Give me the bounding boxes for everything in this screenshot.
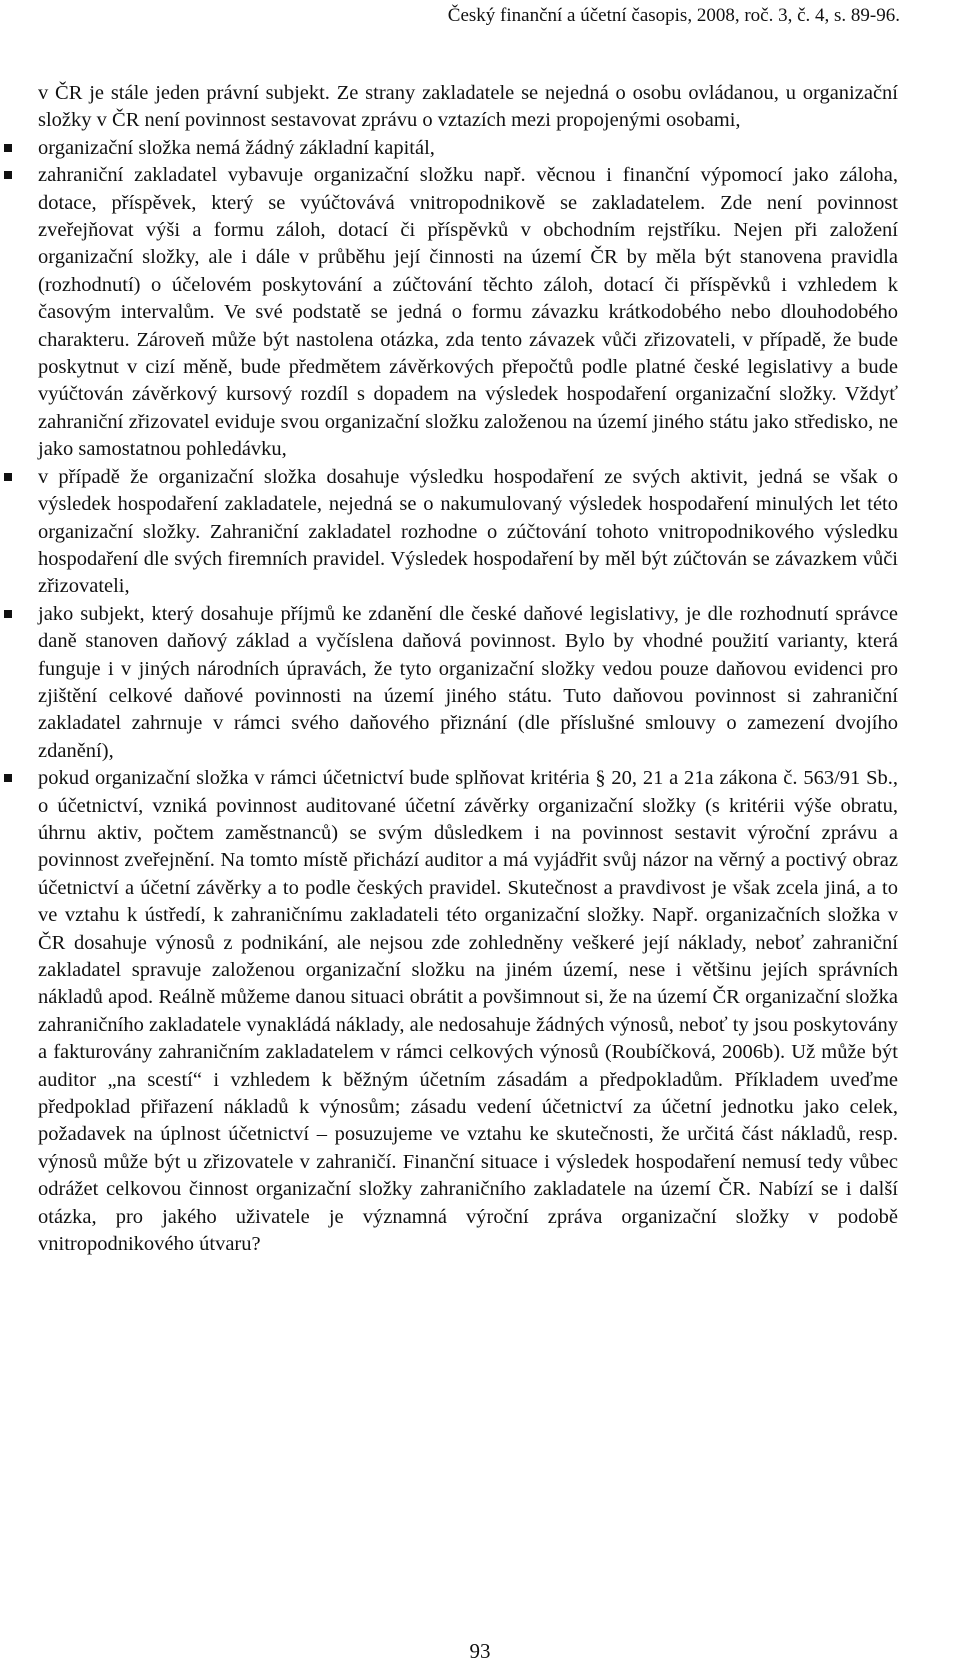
square-bullet-icon [4, 610, 12, 618]
list-item-text: organizační složka nemá žádný základní kapitál, [38, 136, 435, 159]
list-item-text: jako subjekt, který dosahuje příjmů ke zdanění dle české daňové legislativy, je dle rozhodnutí správce daně stanoven daňový základ a vyčíslena daňová povinnost. Bylo by vhodné použití varianty, která funguje i v jiných národních úpravách, že tyto organizační složky vedou pouze daňovou evidenci pro zjištění celkové daňové povinnosti na území jiného státu. Tuto daňovou povinnost si zahraniční zakladatel zahrnuje v rámci svého daňového přiznání (dle příslušné smlouvy o zamezení dvojího zdanění), [38, 602, 898, 762]
article-body [38, 80, 898, 1258]
list-item [38, 464, 898, 601]
list-item [38, 765, 898, 1258]
square-bullet-icon [4, 774, 12, 782]
list-item [38, 135, 898, 162]
list-item-text: pokud organizační složka v rámci účetnictví bude splňovat kritéria § 20, 21 a 21a zákona č. 563/91 Sb., o účetnictví, vzniká povinnost auditované účetní závěrky organizační složky (s kritérii výše obratu, úhrnu aktiv, počtem zaměstnanců) se svým důsledkem i na povinnost sestavit výroční zprávu a povinnost zveřejnění. Na tomto místě přichází auditor a má vyjádřit svůj názor na věrný a poctivý obraz účetnictví a účetní závěrky a to podle českých pravidel. Skutečnost a pravdivost je však zcela jiná, a to ve vztahu k ústředí, k zahraničnímu zakladateli této organizační složky. Např. organizačních složka v ČR dosahuje výnosů z podnikání, ale nejsou zde zohledněny veškeré její náklady, neboť zahraniční zakladatel spravuje založenou organizační složku na jiném území, nese i většinu jejích správních nákladů apod. Reálně můžeme danou situaci obrátit a povšimnout si, že na území ČR organizační složka zahraničního zakladatele vynakládá náklady, ale nedosahuje žádných výnosů, neboť ty jsou poskytovány a fakturovány zahraničním zakladatelem v rámci celkových výnosů (Roubíčková, 2006b). Už může být auditor „na scestí“ i vzhledem k běžným účetním zásadám a předpokladům. Příkladem uveďme předpoklad přiřazení nákladů k výnosům; zásadu vedení účetnictví za účetní jednotku jako celek, požadavek na úplnost účetnictví – posuzujeme ve vztahu ke skutečnosti, že určitá část nákladů, resp. výnosů může být u zřizovatele v zahraničí. Finanční situace i výsledek hospodaření nemusí tedy vůbec odrážet celkovou činnost organizační složky zahraničního zakladatele na území ČR. Nabízí se i další otázka, pro jakého uživatele je významná výroční zpráva organizační složky v podobě vnitropodnikového útvaru? [38, 767, 898, 1256]
journal-citation-header: Český finanční a účetní časopis, 2008, roč. 3, č. 4, s. 89-96. [447, 5, 900, 26]
square-bullet-icon [4, 144, 12, 152]
square-bullet-icon [4, 473, 12, 481]
square-bullet-icon [4, 171, 12, 179]
list-item-text: v případě že organizační složka dosahuje výsledku hospodaření ze svých aktivit, jedná se však o výsledek hospodaření zakladatele, nejedná se o nakumulovaný výsledek hospodaření minulých let této organizační složky. Zahraniční zakladatel rozhodne o zúčtování tohoto vnitropodnikového výsledku hospodaření dle svých firemních pravidel. Výsledek hospodaření by měl být zúčtován se závazkem vůči zřizovateli, [38, 465, 898, 598]
list-item [38, 601, 898, 765]
list-item [38, 162, 898, 463]
intro-paragraph: v ČR je stále jeden právní subjekt. Ze strany zakladatele se nejedná o osobu ovládanou, u organizační složky v ČR není povinnost sestavovat zprávu o vztazích mezi propojenými osobami, [38, 82, 898, 132]
bullet-list [38, 135, 898, 1259]
list-item-text: zahraniční zakladatel vybavuje organizační složku např. věcnou i finanční výpomocí jako záloha, dotace, příspěvek, který se vyúčtovává vnitropodnikově se zakladatelem. Zde není povinnost zveřejňovat výši a formu záloh, dotací či příspěvků v obchodním rejstříku. Nejen při založení organizační složky, ale i dále v průběhu její činnosti na území ČR by měla být stanovena pravidla (rozhodnutí) o účelovém poskytování a zúčtování těchto záloh, dotací či příspěvků i vzhledem k časovým intervalům. Ve své podstatě se jedná o formu závazku krátkodobého nebo dlouhodobého charakteru. Zároveň může být nastolena otázka, zda tento závazek vůči zřizovateli, v případě, že bude poskytnut v cizí měně, bude předmětem závěrkových přepočtů podle platné české legislativy a bude vyúčtován závěrkový kursový rozdíl s dopadem na výsledek hospodaření organizační složky. Vždyť zahraniční zřizovatel eviduje svou organizační složku založenou na území jiného státu jako středisko, ne jako samostatnou pohledávku, [38, 164, 898, 461]
page-number: 93 [469, 1639, 491, 1663]
